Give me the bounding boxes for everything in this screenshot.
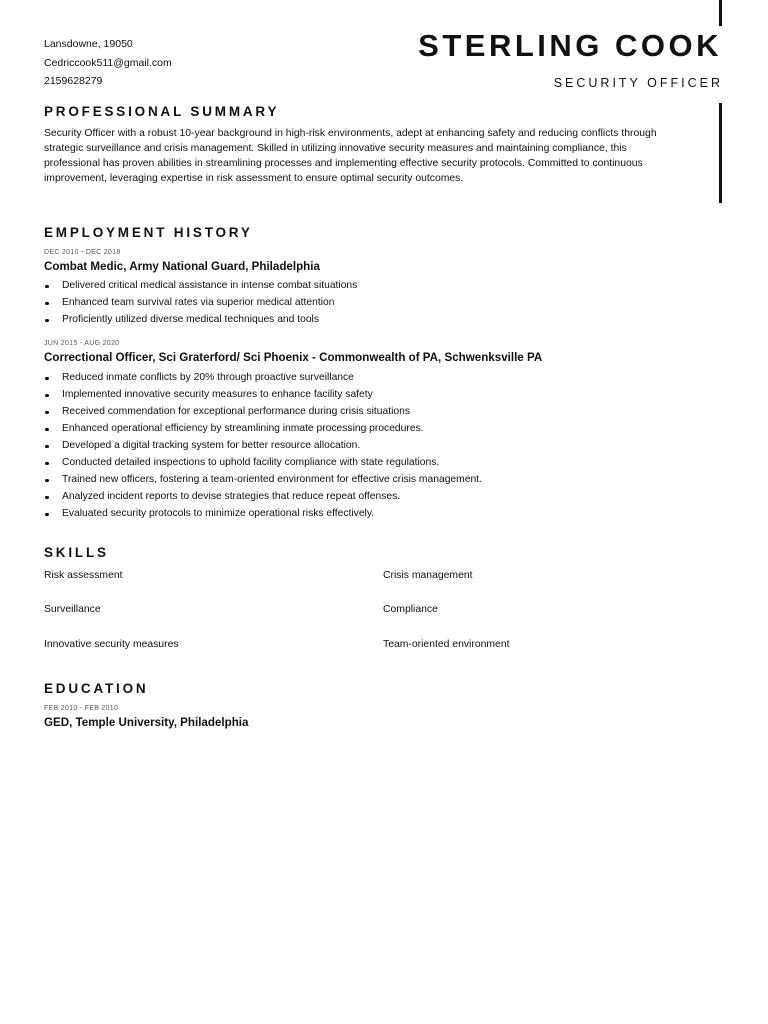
bullet-text: Enhanced operational efficiency by streamlining inmate processing procedures. — [62, 423, 424, 434]
bullet-text: Conducted detailed inspections to uphold facility compliance with state regulations. — [62, 457, 440, 468]
skill-item: Crisis management — [383, 570, 473, 581]
list-item — [44, 277, 357, 294]
list-item — [44, 403, 482, 420]
employment-heading: EMPLOYMENT HISTORY — [44, 225, 253, 240]
list-item — [44, 311, 357, 328]
bullet-dot-icon — [45, 377, 49, 381]
bullet-dot-icon — [45, 285, 49, 289]
bullet-text: Developed a digital tracking system for better resource allocation. — [62, 440, 361, 451]
side-accent-bar — [719, 103, 722, 203]
skill-item: Risk assessment — [44, 570, 123, 581]
list-item — [44, 420, 482, 437]
bullet-dot-icon — [45, 513, 49, 517]
bullet-text: Reduced inmate conflicts by 20% through proactive surveillance — [62, 372, 354, 383]
education-dates: FEB 2010 - FEB 2010 — [44, 705, 119, 712]
bullet-text: Trained new officers, fostering a team-oriented environment for effective crisis management. — [62, 474, 482, 485]
job-bullet-list — [44, 277, 357, 329]
bullet-dot-icon — [45, 411, 49, 415]
contact-block — [44, 35, 172, 91]
list-item — [44, 471, 482, 488]
bullet-dot-icon — [45, 394, 49, 398]
bullet-text: Analyzed incident reports to devise strategies that reduce repeat offenses. — [62, 491, 401, 502]
bullet-dot-icon — [45, 319, 49, 323]
contact-email: Cedriccook511@gmail.com — [44, 56, 172, 69]
bullet-dot-icon — [45, 479, 49, 483]
job-bullet-list — [44, 369, 482, 522]
job-title: Combat Medic, Army National Guard, Philadelphia — [44, 260, 320, 273]
skill-item: Innovative security measures — [44, 639, 179, 650]
list-item — [44, 369, 482, 386]
top-accent-bar — [719, 0, 722, 26]
bullet-dot-icon — [45, 496, 49, 500]
skills-heading: SKILLS — [44, 545, 109, 560]
list-item — [44, 294, 357, 311]
job-dates: DEC 2010 - DEC 2018 — [44, 249, 121, 256]
job-dates: JUN 2015 - AUG 2020 — [44, 340, 120, 347]
list-item — [44, 454, 482, 471]
bullet-dot-icon — [45, 462, 49, 466]
candidate-title: SECURITY OFFICER — [553, 76, 723, 90]
education-heading: EDUCATION — [44, 681, 149, 696]
bullet-text: Evaluated security protocols to minimize operational risks effectively. — [62, 508, 375, 519]
contact-phone: 2159628279 — [44, 75, 103, 87]
bullet-dot-icon — [45, 302, 49, 306]
list-item — [44, 488, 482, 505]
skill-item: Compliance — [383, 604, 438, 615]
summary-text: Security Officer with a robust 10-year background in high-risk environments, adept at enhancing safety and reducing conflicts through strategic surveillance and crisis management. Skilled in utilizing innovative security measures and maintaining compliance, this professional has proven abilities in streamlining processes and implementing effective security protocols. Committed to continuous improvement, leveraging expertise in risk assessment to ensure optimal security outcomes. — [44, 128, 657, 184]
bullet-text: Enhanced team survival rates via superior medical attention — [62, 297, 335, 309]
bullet-text: Delivered critical medical assistance in intense combat situations — [62, 280, 358, 291]
skill-item: Surveillance — [44, 604, 101, 615]
education-title: GED, Temple University, Philadelphia — [44, 716, 249, 729]
bullet-text: Proficiently utilized diverse medical techniques and tools — [62, 314, 319, 326]
list-item — [44, 386, 482, 403]
summary-heading: PROFESSIONAL SUMMARY — [44, 104, 280, 119]
skill-item: Team-oriented environment — [383, 639, 510, 650]
job-title: Correctional Officer, Sci Graterford/ Sci Phoenix - Commonwealth of PA, Schwenksville PA — [44, 351, 543, 364]
bullet-dot-icon — [45, 445, 49, 449]
list-item — [44, 437, 482, 454]
bullet-text: Received commendation for exceptional performance during crisis situations — [62, 406, 410, 417]
bullet-dot-icon — [45, 428, 49, 432]
candidate-name: STERLING COOK — [418, 28, 722, 63]
list-item — [44, 505, 482, 522]
bullet-text: Implemented innovative security measures to enhance facility safety — [62, 389, 373, 400]
contact-address: Lansdowne, 19050 — [44, 38, 133, 50]
